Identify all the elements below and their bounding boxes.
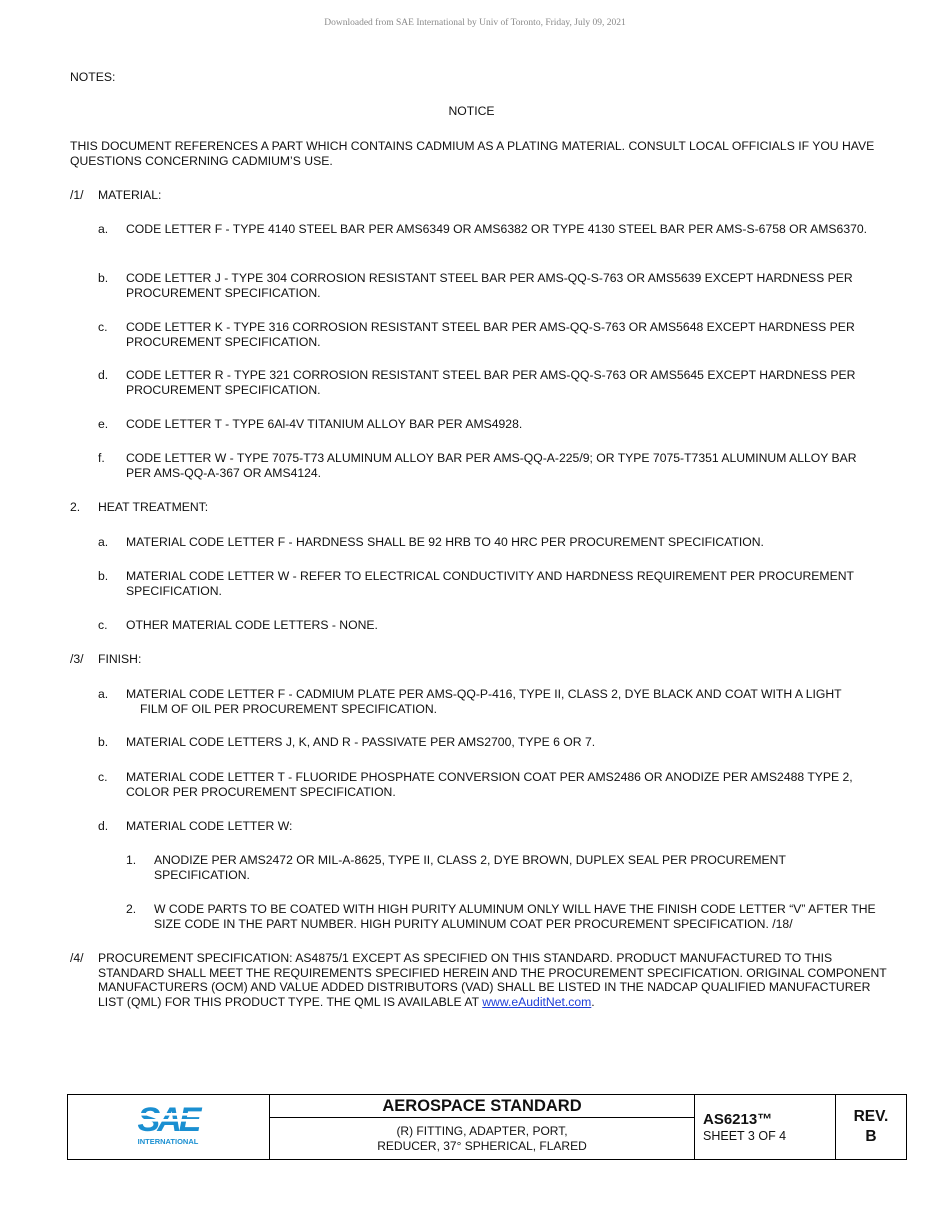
notice-title: NOTICE	[448, 104, 495, 118]
material-title: MATERIAL:	[98, 188, 162, 202]
finish-sub-item-number: 1.	[126, 853, 137, 867]
heat-treatment-item-text: MATERIAL CODE LETTER W - REFER TO ELECTRICAL CONDUCTIVITY AND HARDNESS REQUIREMENT PER PROCUREMENT SPECIFICATION.	[126, 569, 854, 598]
finish-item-letter: a.	[98, 687, 109, 701]
revision-label: REV.	[853, 1108, 889, 1125]
sheet-number: SHEET 3 OF 4	[703, 1129, 787, 1143]
finish-item-a-line1: MATERIAL CODE LETTER F - CADMIUM PLATE PER AMS-QQ-P-416, TYPE II, CLASS 2, DYE BLACK AND COAT WITH A LIGHT	[126, 687, 842, 701]
title-cell	[270, 1095, 695, 1159]
document-title-line1: (R) FITTING, ADAPTER, PORT,	[396, 1124, 568, 1138]
finish-item-text: MATERIAL CODE LETTER W:	[126, 819, 293, 833]
finish-item-letter: b.	[98, 735, 109, 749]
document-number: AS6213™	[703, 1111, 773, 1128]
heat-treatment-item-letter: a.	[98, 535, 109, 549]
material-item-letter: e.	[98, 417, 109, 431]
material-item-text: CODE LETTER W - TYPE 7075-T73 ALUMINUM ALLOY BAR PER AMS-QQ-A-225/9; OR TYPE 7075-T7351 ALUMINUM ALLOY BAR PER AMS-QQ-A-367 OR AMS4124.	[126, 451, 857, 480]
sae-logo-cell	[68, 1095, 270, 1159]
material-item-letter: f.	[98, 451, 105, 465]
finish-marker: /3/	[70, 652, 84, 666]
material-item-text: CODE LETTER T - TYPE 6Al-4V TITANIUM ALLOY BAR PER AMS4928.	[126, 417, 523, 431]
finish-item-letter: c.	[98, 770, 108, 784]
document-title-line2: REDUCER, 37° SPHERICAL, FLARED	[377, 1139, 587, 1153]
finish-title: FINISH:	[98, 652, 142, 666]
procurement-marker: /4/	[70, 951, 84, 965]
notice-text: THIS DOCUMENT REFERENCES A PART WHICH CONTAINS CADMIUM AS A PLATING MATERIAL. CONSULT LOCAL OFFICIALS IF YOU HAVE QUESTIONS CONCERNING CADMIUM’S USE.	[70, 139, 875, 168]
material-item-text: CODE LETTER F - TYPE 4140 STEEL BAR PER AMS6349 OR AMS6382 OR TYPE 4130 STEEL BAR PER AMS-S-6758 OR AMS6370.	[126, 222, 868, 236]
material-item-text: CODE LETTER J - TYPE 304 CORROSION RESISTANT STEEL BAR PER AMS-QQ-S-763 OR AMS5639 EXCEPT HARDNESS PER PROCUREMENT SPECIFICATION.	[126, 271, 853, 300]
procurement-body: PROCUREMENT SPECIFICATION: AS4875/1 EXCEPT AS SPECIFIED ON THIS STANDARD. PRODUCT MANUFACTURED TO THIS STANDARD SHALL MEET THE REQUIREMENTS SPECIFIED HEREIN AND THE PROCUREMENT SPECIFICATION. ORIGINAL COMPONENT MANUFACTURERS (OCM) AND VALUE ADDED DISTRIBUTORS (VAD) SHALL BE LISTED IN THE NADCAP QUALIFIED MANUFACTURER LIST (QML) FOR THIS PRODUCT TYPE. THE QML IS AVAILABLE AT	[98, 951, 887, 1009]
notes-heading: NOTES:	[70, 70, 116, 84]
heat-treatment-item-text: MATERIAL CODE LETTER F - HARDNESS SHALL BE 92 HRB TO 40 HRC PER PROCUREMENT SPECIFICATION.	[126, 535, 764, 549]
heat-treatment-item-letter: c.	[98, 618, 108, 632]
heat-treatment-item-letter: b.	[98, 569, 109, 583]
material-item-letter: c.	[98, 320, 108, 334]
sae-logo-icon	[134, 1100, 204, 1150]
heat-treatment-item-text: OTHER MATERIAL CODE LETTERS - NONE.	[126, 618, 378, 632]
material-item-letter: d.	[98, 368, 109, 382]
finish-item-text	[126, 687, 881, 716]
procurement-end: .	[591, 994, 595, 1009]
heat-treatment-marker: 2.	[70, 500, 81, 514]
heat-treatment-title: HEAT TREATMENT:	[98, 500, 209, 514]
standard-type: AEROSPACE STANDARD	[270, 1095, 694, 1118]
finish-sub-item-text: ANODIZE PER AMS2472 OR MIL-A-8625, TYPE II, CLASS 2, DYE BROWN, DUPLEX SEAL PER PROCUREMENT SPECIFICATION.	[154, 853, 786, 882]
material-item-text: CODE LETTER K - TYPE 316 CORROSION RESISTANT STEEL BAR PER AMS-QQ-S-763 OR AMS5648 EXCEPT HARDNESS PER PROCUREMENT SPECIFICATION.	[126, 320, 855, 349]
document-title	[270, 1124, 694, 1154]
doc-number-cell	[695, 1095, 836, 1159]
finish-item-text: MATERIAL CODE LETTERS J, K, AND R - PASSIVATE PER AMS2700, TYPE 6 OR 7.	[126, 735, 596, 749]
sae-logo-subtext: INTERNATIONAL	[137, 1137, 199, 1146]
title-block	[67, 1094, 907, 1160]
revision-value: B	[865, 1128, 877, 1145]
material-item-text: CODE LETTER R - TYPE 321 CORROSION RESISTANT STEEL BAR PER AMS-QQ-S-763 OR AMS5645 EXCEPT HARDNESS PER PROCUREMENT SPECIFICATION.	[126, 368, 856, 397]
procurement-text	[98, 951, 888, 1009]
finish-item-text: MATERIAL CODE LETTER T - FLUORIDE PHOSPHATE CONVERSION COAT PER AMS2486 OR ANODIZE PER AMS2488 TYPE 2, COLOR PER PROCUREMENT SPECIFICATION.	[126, 770, 853, 799]
material-item-letter: b.	[98, 271, 109, 285]
finish-sub-item-text: W CODE PARTS TO BE COATED WITH HIGH PURITY ALUMINUM ONLY WILL HAVE THE FINISH CODE LETTER “V” AFTER THE SIZE CODE IN THE PART NUMBER. HIGH PURITY ALUMINUM COAT PER PROCUREMENT SPECIFICATION. /18/	[154, 902, 876, 931]
finish-sub-item-number: 2.	[126, 902, 137, 916]
finish-item-letter: d.	[98, 819, 109, 833]
material-item-letter: a.	[98, 222, 109, 236]
revision-cell	[836, 1095, 906, 1159]
eauditnet-link[interactable]: www.eAuditNet.com	[482, 994, 592, 1009]
finish-item-a-line2: FILM OF OIL PER PROCUREMENT SPECIFICATION.	[140, 701, 438, 716]
material-marker: /1/	[70, 188, 84, 202]
download-watermark: Downloaded from SAE International by Univ of Toronto, Friday, July 09, 2021	[324, 18, 626, 28]
